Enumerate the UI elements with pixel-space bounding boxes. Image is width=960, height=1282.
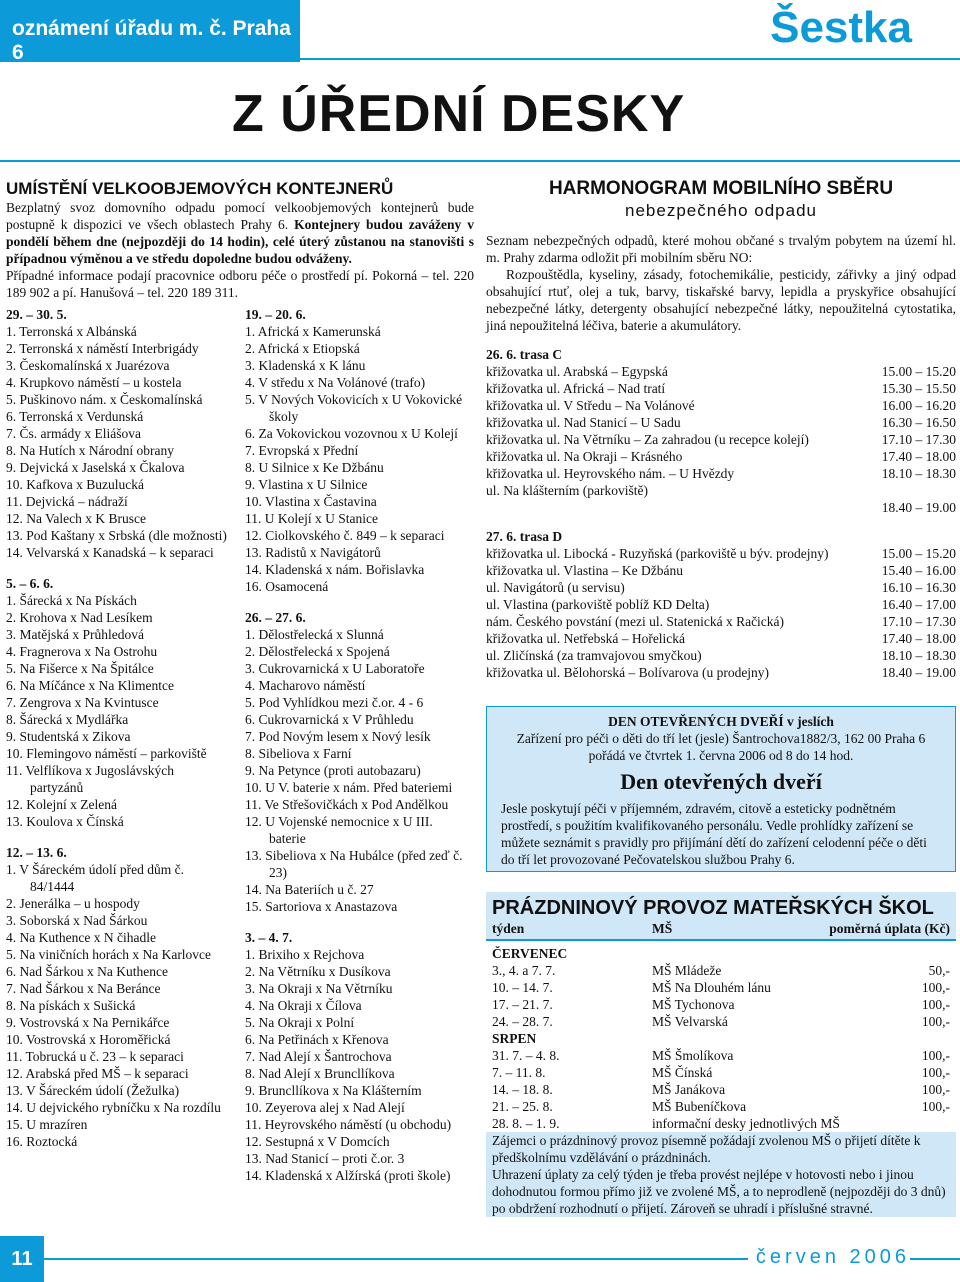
route-stop — [486, 630, 956, 647]
location-item: 10. U V. baterie x nám. Před bateriemi — [245, 780, 453, 795]
location-item: 10. Vlastina x Častavina — [245, 494, 377, 509]
location-list — [6, 861, 230, 1150]
location-item: 5. V Nových Vokovicích x U Vokovické školy — [245, 392, 463, 424]
masthead — [0, 0, 960, 62]
location-item: 9. Dejvická x Jaselská x Čkalova — [6, 460, 185, 475]
stop-time: 18.40 – 19.00 — [881, 665, 956, 680]
schedule-date: 3. – 4. 7. — [245, 930, 293, 945]
section-band — [0, 0, 300, 62]
location-item: 13. Radistů x Navigátorů — [245, 545, 381, 560]
stop-time: 18.10 – 18.30 — [881, 648, 956, 663]
stop-time: 18.40 – 19.00 — [881, 500, 956, 515]
stop-place: ul. Zličínská (za tramvajovou smyčkou) — [486, 648, 702, 663]
cell-fee: 100,- — [921, 1082, 950, 1097]
jesle-text: Jesle poskytují péči v příjemném, zdravém, citově a esteticky podnětném prostředí, s použitím kvalifikovaného personálu. Vedle prohlídky zařízení se můžete seznámit s pravidly pro přijímání dětí do zařízení celodenní péče o děti do tří let provozované Pečovatelskou službou Prahy 6. — [501, 801, 927, 867]
location-item: 7. Čs. armády x Eliášova — [6, 426, 141, 441]
prazdniny-note-2: Uhrazení úplaty za celý týden je třeba provést nejlépe v hotovosti nebo i jinou dohodnutou formou přímo již ve zvolené MŠ, a to neprodleně (nejpozději do 3 dnů) po obdržení rozhodnutí o přijetí. Zároveň se uhradí i příslušné stravné. — [486, 1166, 956, 1217]
location-item: 7. Nad Alejí x Šantrochova — [245, 1049, 392, 1064]
harmonogram-subheading: nebezpečného odpadu — [625, 201, 817, 220]
cell-fee: 50,- — [928, 963, 950, 978]
location-list — [245, 946, 469, 1184]
cell-week: 31. 7. – 4. 8. — [492, 1048, 560, 1063]
location-item: 8. Sibeliova x Farní — [245, 746, 352, 761]
location-item: 7. Pod Novým lesem x Nový lesík — [245, 729, 431, 744]
stop-place: křižovatka ul. Libocká - Ruzyňská (parkoviště u býv. prodejny) — [486, 546, 829, 561]
location-item: 9. Na Petynce (proti autobazaru) — [245, 763, 421, 778]
stop-place: křižovatka ul. Nad Stanicí – U Sadu — [486, 415, 681, 430]
location-item: 10. Zeyerova alej x Nad Alejí — [245, 1100, 405, 1115]
route-stop — [486, 397, 956, 414]
location-item: 13. Pod Kaštany x Srbská (dle možnosti) — [6, 528, 227, 543]
location-item: 12. Na Valech x K Brusce — [6, 511, 146, 526]
location-item: 9. Studentská x Zikova — [6, 729, 131, 744]
table-row — [492, 962, 950, 979]
stop-time: 17.40 – 18.00 — [881, 449, 956, 464]
table-row — [492, 1098, 950, 1115]
location-item: 3. Českomalínská x Juarézova — [6, 358, 170, 373]
location-item: 3. Na Okraji x Na Větrníku — [245, 981, 393, 996]
location-item: 5. Na Okraji x Polní — [245, 1015, 355, 1030]
cell-week: 10. – 14. 7. — [492, 980, 553, 995]
location-item: 6. Za Vokovickou vozovnou x U Kolejí — [245, 426, 458, 441]
location-item: 2. Krohova x Nad Lesíkem — [6, 610, 153, 625]
location-item: 8. U Silnice x Ke Džbánu — [245, 460, 384, 475]
location-item: 1. Brixiho x Rejchova — [245, 947, 365, 962]
cell-fee: 100,- — [921, 1014, 950, 1029]
schedule-date: 19. – 20. 6. — [245, 307, 306, 322]
location-item: 11. U Kolejí x U Stanice — [245, 511, 378, 526]
location-item: 3. Matějská x Průhledová — [6, 627, 144, 642]
location-item: 13. Koulova x Čínská — [6, 814, 124, 829]
stop-place: křižovatka ul. Heyrovského nám. – U Hvězdy — [486, 466, 735, 481]
prazdniny-header — [486, 892, 956, 939]
prazdniny-section — [486, 892, 956, 1217]
table-row — [492, 1047, 950, 1064]
cell-fee: 100,- — [921, 1065, 950, 1080]
location-item: 5. Puškinovo nám. x Českomalínská — [6, 392, 203, 407]
route-stop — [486, 448, 956, 465]
page-number: 11 — [0, 1236, 44, 1282]
stop-place: křižovatka ul. Vlastina – Ke Džbánu — [486, 563, 683, 578]
location-item: 6. Terronská x Verdunská — [6, 409, 144, 424]
kontejnery-intro: Bezplatný svoz domovního odpadu pomocí velkoobjemových kontejnerů bude postupně k dispozici ve všech oblastech Prahy 6. Kontejnery budou zaváženy v pondělí během dne (nejpozději do 14 hodin), celé úterý zůstanou na stanovišti s případnou výměnou a ve středu dopoledne budou odváženy. — [6, 200, 475, 266]
stop-place: ul. Na klášterním (parkoviště) — [486, 483, 648, 498]
location-item: 12. Ciolkovského č. 849 – k separaci — [245, 528, 445, 543]
location-list — [245, 626, 469, 915]
location-item: 5. Na viničních horách x Na Karlovce — [6, 947, 212, 962]
stop-time: 16.10 – 16.30 — [881, 580, 956, 595]
route-stop — [486, 431, 956, 448]
route-table — [486, 545, 956, 681]
month-label: ČERVENEC — [492, 946, 568, 961]
prazdniny-heading: PRÁZDNINOVÝ PROVOZ MATEŘSKÝCH ŠKOL — [492, 897, 934, 919]
cell-week: 3., 4. a 7. 7. — [492, 963, 556, 978]
kontejnery-contact: Případné informace podají pracovnice odboru péče o prostředí pí. Pokorná – tel. 220 189 902 a pí. Hanušová – tel. 220 189 311. — [6, 268, 474, 300]
location-item: 2. Africká x Etiopská — [245, 341, 360, 356]
harmonogram-waste-list: Rozpouštědla, kyseliny, zásady, fotochemikálie, pesticidy, zářivky a jiný odpad obsahující rtuť, olej a tuk, barvy, tiskařské barvy, lepidla a pryskyřice obsahující nebezpečné látky, detergenty obsahující nebezpečné látky, nepoužitelná cytostatika, jiná nepoužitelná léčiva, baterie a akumulátory. — [486, 267, 956, 333]
cell-school: MŠ Tychonova — [652, 997, 735, 1012]
cell-fee: 100,- — [921, 997, 950, 1012]
prazdniny-note-1: Zájemci o prázdninový provoz písemně požádají zvolenou MŠ o přijetí dítěte k předškolnímu vzdělávání o prázdninách. — [486, 1132, 956, 1166]
stop-place: křižovatka ul. Arabská – Egypská — [486, 364, 668, 379]
location-item: 16. Osamocená — [245, 579, 329, 594]
location-item: 14. Na Bateriích u č. 27 — [245, 882, 374, 897]
location-list — [6, 323, 230, 561]
location-item: 8. Na pískách x Sušická — [6, 998, 136, 1013]
route-stop — [486, 499, 956, 516]
location-item: 6. Na Petřinách x Křenova — [245, 1032, 389, 1047]
location-item: 2. Dělostřelecká x Spojená — [245, 644, 390, 659]
location-item: 6. Nad Šárkou x Na Kuthence — [6, 964, 168, 979]
kontejnery-schedule-left — [6, 306, 230, 1150]
title-rule — [0, 160, 960, 162]
location-item: 12. U Vojenské nemocnice x U III. baterie — [245, 814, 433, 846]
prazdniny-column-headers — [492, 920, 950, 937]
location-item: 14. Kladenská x nám. Bořislavka — [245, 562, 425, 577]
schedule-date: 26. – 27. 6. — [245, 610, 306, 625]
route-stop — [486, 465, 956, 482]
location-item: 4. Fragnerova x Na Ostrohu — [6, 644, 158, 659]
stop-time: 17.40 – 18.00 — [881, 631, 956, 646]
location-item: 4. Na Kuthence x N čihadle — [6, 930, 156, 945]
cell-week: 14. – 18. 8. — [492, 1082, 553, 1097]
kontejnery-section — [6, 178, 474, 301]
stop-time: 15.00 – 15.20 — [881, 364, 956, 379]
route-stop — [486, 482, 956, 499]
location-item: 1. V Šáreckém údolí před dům č. 84/1444 — [6, 862, 184, 894]
stop-place: nám. Českého povstání (mezi ul. Statenická x Račická) — [486, 614, 785, 629]
location-item: 12. Kolejní x Zelená — [6, 797, 117, 812]
location-item: 6. Na Míčánce x Na Klimentce — [6, 678, 174, 693]
page-title: Z ÚŘEDNÍ DESKY — [232, 85, 686, 143]
section-label: oznámení úřadu m. č. Praha 6 — [12, 17, 291, 64]
location-item: 4. Macharovo náměstí — [245, 678, 366, 693]
schedule-date: 5. – 6. 6. — [6, 576, 54, 591]
route-stop — [486, 380, 956, 397]
stop-time: 18.10 – 18.30 — [881, 466, 956, 481]
location-item: 7. Nad Šárkou x Na Beránce — [6, 981, 161, 996]
location-item: 8. Na Hutích x Národní obrany — [6, 443, 174, 458]
location-item: 3. Soborská x Nad Šárkou — [6, 913, 148, 928]
location-item: 8. Šárecká x Mydlářka — [6, 712, 129, 727]
cell-fee: 100,- — [921, 1099, 950, 1114]
location-item: 13. V Šáreckém údolí (Žežulka) — [6, 1083, 180, 1098]
route-stop — [486, 596, 956, 613]
table-row — [492, 996, 950, 1013]
harmonogram-section — [486, 178, 956, 681]
location-item: 9. Vostrovská x Na Pernikářce — [6, 1015, 170, 1030]
stop-time: 16.40 – 17.00 — [881, 597, 956, 612]
location-item: 6. Cukrovarnická x V Průhledu — [245, 712, 414, 727]
location-list — [6, 592, 230, 830]
cell-fee — [911, 1115, 950, 1132]
location-item: 5. Na Fišerce x Na Špitálce — [6, 661, 154, 676]
location-list — [245, 323, 469, 595]
stop-time: 15.40 – 16.00 — [881, 563, 956, 578]
cell-school: MŠ Na Dlouhém lánu — [652, 980, 771, 995]
location-item: 2. Na Větrníku x Dusíkova — [245, 964, 391, 979]
stop-time: 17.10 – 17.30 — [881, 614, 956, 629]
location-item: 9. Vlastina x U Silnice — [245, 477, 368, 492]
kontejnery-heading: UMÍSTĚNÍ VELKOOBJEMOVÝCH KONTEJNERŮ — [6, 179, 394, 198]
cell-fee: 100,- — [921, 980, 950, 995]
location-item: 14. Velvarská x Kanadská – k separaci — [6, 545, 214, 560]
location-item: 11. Dejvická – nádraží — [6, 494, 128, 509]
location-item: 5. Pod Vyhlídkou mezi č.or. 4 - 6 — [245, 695, 424, 710]
location-item: 11. Heyrovského náměstí (u obchodu) — [245, 1117, 452, 1132]
schedule-date: 12. – 13. 6. — [6, 845, 67, 860]
jesle-heading: DEN OTEVŘENÝCH DVEŘÍ v jeslích — [608, 714, 834, 729]
cell-week: 7. – 11. 8. — [492, 1065, 546, 1080]
cell-school: MŠ Janákova — [652, 1082, 726, 1097]
location-item: 11. Tobrucká u č. 23 – k separaci — [6, 1049, 184, 1064]
harmonogram-intro: Seznam nebezpečných odpadů, které mohou občané s trvalým pobytem na území hl. m. Prahy zdarma odložit při mobilním sběru NO: — [486, 233, 956, 265]
stop-place — [486, 499, 868, 516]
schedule-date: 29. – 30. 5. — [6, 307, 67, 322]
route-stop — [486, 562, 956, 579]
cell-school: MŠ Bubeníčkova — [652, 1099, 747, 1114]
location-item: 11. Ve Střešovičkách x Pod Andělkou — [245, 797, 449, 812]
location-item: 8. Nad Alejí x Bruncllíkova — [245, 1066, 395, 1081]
location-item: 11. Velflíkova x Jugoslávských partyzánů — [6, 763, 174, 795]
table-row — [492, 1064, 950, 1081]
stop-time: 17.10 – 17.30 — [881, 432, 956, 447]
kontejnery-schedule-right — [245, 306, 469, 1184]
den-otevrenych-box — [486, 706, 956, 872]
location-item: 10. Vostrovská x Horoměřická — [6, 1032, 171, 1047]
location-item: 4. Na Okraji x Čílova — [245, 998, 362, 1013]
location-item: 2. Terronská x náměstí Interbrigády — [6, 341, 199, 356]
page-footer — [0, 1236, 960, 1282]
location-item: 9. Bruncllíkova x Na Klášterním — [245, 1083, 422, 1098]
location-item: 3. Cukrovarnická x U Laboratoře — [245, 661, 425, 676]
col-week: týden — [492, 921, 525, 936]
route-stop — [486, 414, 956, 431]
stop-place: křižovatka ul. Netřebská – Hořelická — [486, 631, 686, 646]
stop-place: křižovatka ul. Na Větrníku – Za zahradou (u recepce kolejí) — [486, 432, 809, 447]
location-item: 15. U mrazíren — [6, 1117, 88, 1132]
route-title: 27. 6. trasa D — [486, 529, 563, 544]
location-item: 4. Krupkovo náměstí – u kostela — [6, 375, 182, 390]
location-item: 14. Kladenská x Alžírská (proti škole) — [245, 1168, 451, 1183]
location-item: 10. Kafkova x Buzulucká — [6, 477, 144, 492]
harmonogram-heading: HARMONOGRAM MOBILNÍHO SBĚRU — [548, 178, 894, 199]
stop-time — [868, 482, 956, 499]
location-item: 15. Sartoriova x Anastazova — [245, 899, 398, 914]
cell-week: 24. – 28. 7. — [492, 1014, 553, 1029]
prazdniny-table — [486, 941, 956, 1132]
route-title: 26. 6. trasa C — [486, 347, 563, 362]
location-item: 12. Arabská před MŠ – k separaci — [6, 1066, 189, 1081]
stop-place: křižovatka ul. Na Okraji – Krásného — [486, 449, 683, 464]
location-item: 4. V středu x Na Volánové (trafo) — [245, 375, 426, 390]
stop-time: 15.00 – 15.20 — [881, 546, 956, 561]
stop-time: 16.30 – 16.50 — [881, 415, 956, 430]
location-item: 10. Flemingovo náměstí – parkoviště — [6, 746, 207, 761]
month-table — [492, 962, 950, 1030]
table-row — [492, 1115, 950, 1132]
route-stop — [486, 647, 956, 664]
stop-place: křižovatka ul. V Středu – Na Volánové — [486, 398, 695, 413]
route-stop — [486, 579, 956, 596]
route-stop — [486, 363, 956, 380]
cell-school: MŠ Mládeže — [652, 963, 722, 978]
issue-month: červen 2006 — [748, 1246, 910, 1269]
stop-place: křižovatka ul. Africká – Nad tratí — [486, 381, 666, 396]
stop-place: křižovatka ul. Bělohorská – Bolívarova (u prodejny) — [486, 665, 770, 680]
route-stop — [486, 664, 956, 681]
jesle-title: Den otevřených dveří — [620, 769, 822, 794]
jesle-info: Zařízení pro péči o děti do tří let (jesle) Šantrochova1882/3, 162 00 Praha 6 pořádá ve čtvrtek 1. června 2006 od 8 do 14 hod. — [516, 731, 926, 763]
cell-school: MŠ Čínská — [652, 1065, 713, 1080]
route-stop — [486, 613, 956, 630]
location-item: 1. Terronská x Albánská — [6, 324, 137, 339]
location-item: 13. Sibeliova x Na Hubálce (před zeď č. 23) — [245, 848, 463, 880]
location-item: 13. Nad Stanicí – proti č.or. 3 — [245, 1151, 405, 1166]
col-school: MŠ — [652, 921, 673, 936]
cell-week: 21. – 25. 8. — [492, 1099, 553, 1114]
month-label: SRPEN — [492, 1031, 537, 1046]
month-table — [492, 1047, 950, 1132]
stop-time: 16.00 – 16.20 — [881, 398, 956, 413]
stop-place: ul. Vlastina (parkoviště poblíž KD Delta) — [486, 597, 710, 612]
location-item: 2. Jenerálka – u hospody — [6, 896, 140, 911]
location-item: 7. Evropská x Přední — [245, 443, 359, 458]
location-item: 1. Šárecká x Na Pískách — [6, 593, 137, 608]
table-row — [492, 1013, 950, 1030]
brand-title: Šestka — [770, 3, 912, 52]
route-table — [486, 363, 956, 516]
stop-time: 15.30 – 15.50 — [881, 381, 956, 396]
harmonogram-routes — [486, 346, 956, 681]
col-fee: poměrná úplata (Kč) — [829, 921, 950, 936]
location-item: 1. Dělostřelecká x Slunná — [245, 627, 384, 642]
location-item: 3. Kladenská x K lánu — [245, 358, 366, 373]
location-item: 12. Sestupná x V Domcích — [245, 1134, 390, 1149]
table-row — [492, 979, 950, 996]
stop-place: ul. Navigátorů (u servisu) — [486, 580, 625, 595]
location-item: 16. Roztocká — [6, 1134, 78, 1149]
cell-fee: 100,- — [921, 1048, 950, 1063]
location-item: 14. U dejvického rybníčku x Na rozdílu — [6, 1100, 221, 1115]
masthead-rule — [300, 58, 960, 60]
cell-week: 17. – 21. 7. — [492, 997, 553, 1012]
cell-week: 28. 8. – 1. 9. — [492, 1116, 560, 1131]
location-item: 1. Africká x Kamerunská — [245, 324, 381, 339]
cell-school: MŠ Velvarská — [652, 1014, 728, 1029]
route-stop — [486, 545, 956, 562]
location-item: 7. Zengrova x Na Kvintusce — [6, 695, 159, 710]
cell-school: MŠ Šmolíkova — [652, 1048, 734, 1063]
table-row — [492, 1081, 950, 1098]
cell-school: informační desky jednotlivých MŠ — [652, 1116, 840, 1131]
